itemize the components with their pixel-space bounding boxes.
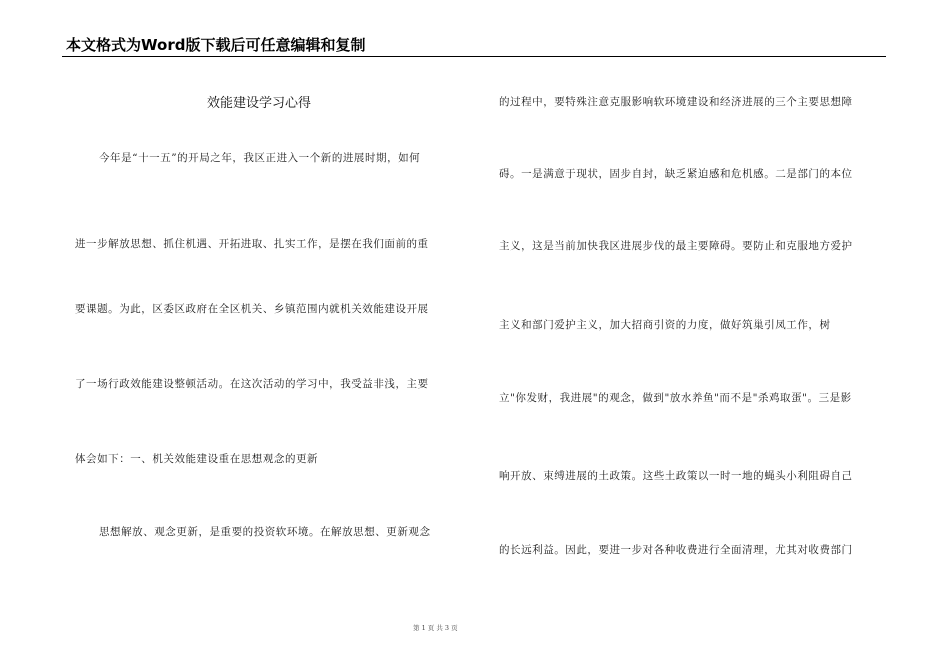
page-number: 第 1 页 共 3 页 <box>413 624 458 632</box>
text-line: 的长远利益。因此，要进一步对各种收费进行全面清理，尤其对收费部门 <box>499 544 853 556</box>
text-line: 进一步解放思想、抓住机遇、开拓进取、扎实工作，是摆在我们面前的重 <box>75 238 429 250</box>
text-line: 要课题。为此，区委区政府在全区机关、乡镇范围内就机关效能建设开展 <box>75 303 429 315</box>
text-line: 体会如下：一、机关效能建设重在思想观念的更新 <box>75 453 319 465</box>
document-title: 效能建设学习心得 <box>207 96 312 111</box>
text-line: 立"你发财，我进展"的观念，做到"放水养鱼"而不是"杀鸡取蛋"。三是影 <box>499 392 852 404</box>
text-line: 主义和部门爱护主义，加大招商引资的力度，做好筑巢引凤工作，树 <box>499 319 831 331</box>
text-line: 思想解放、观念更新，是重要的投资软环境。在解放思想、更新观念 <box>99 526 431 538</box>
text-line: 碍。一是满意于现状，固步自封，缺乏紧迫感和危机感。二是部门的本位 <box>499 168 853 180</box>
text-line: 主义，这是当前加快我区进展步伐的最主要障碍。要防止和克服地方爱护 <box>499 240 853 252</box>
banner-divider <box>62 56 886 57</box>
text-line: 今年是“十一五”的开局之年，我区正进入一个新的进展时期，如何 <box>99 152 421 164</box>
text-line: 了一场行政效能建设整顿活动。在这次活动的学习中，我受益非浅，主要 <box>75 378 429 390</box>
text-line: 响开放、束缚进展的土政策。这些土政策以一时一地的蝇头小利阻碍自己 <box>499 470 853 482</box>
download-banner: 本文格式为Word版下载后可任意编辑和复制 <box>66 36 366 54</box>
text-line: 的过程中，要特殊注意克服影响软环境建设和经济进展的三个主要思想障 <box>499 96 853 108</box>
